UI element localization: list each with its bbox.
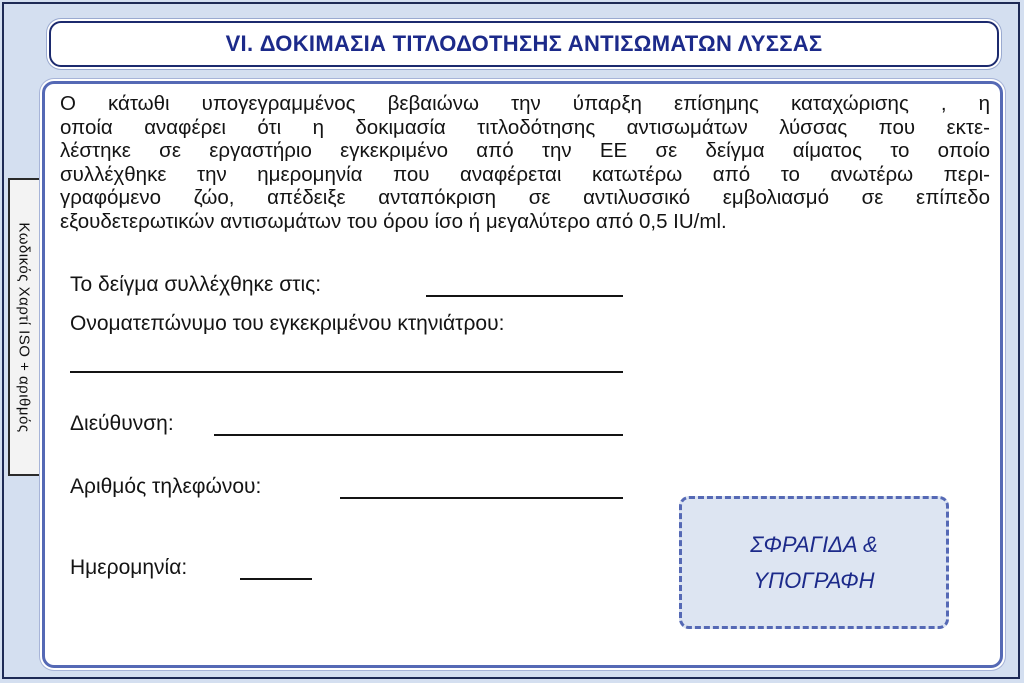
address-label: Διεύθυνση:	[70, 412, 174, 435]
section-title: VI. ΔΟΚΙΜΑΣΙΑ ΤΙΤΛΟΔΟΤΗΣΗΣ ΑΝΤΙΣΩΜΑΤΩΝ ΛΥΣΣΑΣ	[225, 31, 823, 56]
stamp-label-line2: ΥΠΟΓΡΑΦΗ	[753, 567, 875, 593]
side-tab	[8, 178, 41, 476]
address-line[interactable]	[214, 434, 623, 436]
vet-name-label: Ονοματεπώνυμο του εγκεκριμένου κτηνιάτρου:	[70, 312, 505, 335]
sample-date-line[interactable]	[426, 295, 623, 297]
declaration-paragraph	[60, 92, 990, 233]
form-panel	[42, 81, 1003, 668]
declaration-line: Ο κάτωθι υπογεγραμμένος βεβαιώνω την ύπαρξη επίσημης καταχώρισης , η	[60, 92, 990, 115]
phone-label: Αριθμός τηλεφώνου:	[70, 475, 262, 498]
stamp-signature-box[interactable]	[679, 496, 949, 629]
declaration-line: οποία αναφέρει ότι η δοκιμασία τιτλοδότησης αντισωμάτων λύσσας που εκτε-	[60, 115, 990, 139]
section-title-bar	[49, 21, 999, 67]
sample-date-label: Το δείγμα συλλέχθηκε στις:	[70, 273, 322, 296]
side-tab-label: Κωδικός Χαρτί ISO + αριθμός	[16, 221, 34, 433]
declaration-line: λέστηκε σε εργαστήριο εγκεκριμένο από την ΕΕ σε δείγμα αίματος το οποίο	[60, 139, 990, 162]
date-label: Ημερομηνία:	[70, 556, 188, 579]
phone-line[interactable]	[340, 497, 623, 499]
stamp-label-line1: ΣΦΡΑΓΙΔΑ &	[750, 531, 878, 557]
declaration-line: εξουδετερωτικών αντισωμάτων του όρου ίσο ή μεγαλύτερο από 0,5 IU/ml.	[60, 209, 727, 233]
date-line[interactable]	[240, 578, 312, 580]
declaration-line: γραφόμενο ζώο, απέδειξε ανταπόκριση σε αντιλυσσικό εμβολιασμό σε επίπεδο	[60, 186, 990, 209]
vet-name-line[interactable]	[70, 371, 623, 373]
declaration-line: συλλέχθηκε την ημερομηνία που αναφέρεται κατωτέρω από το ανωτέρω περι-	[60, 162, 990, 186]
